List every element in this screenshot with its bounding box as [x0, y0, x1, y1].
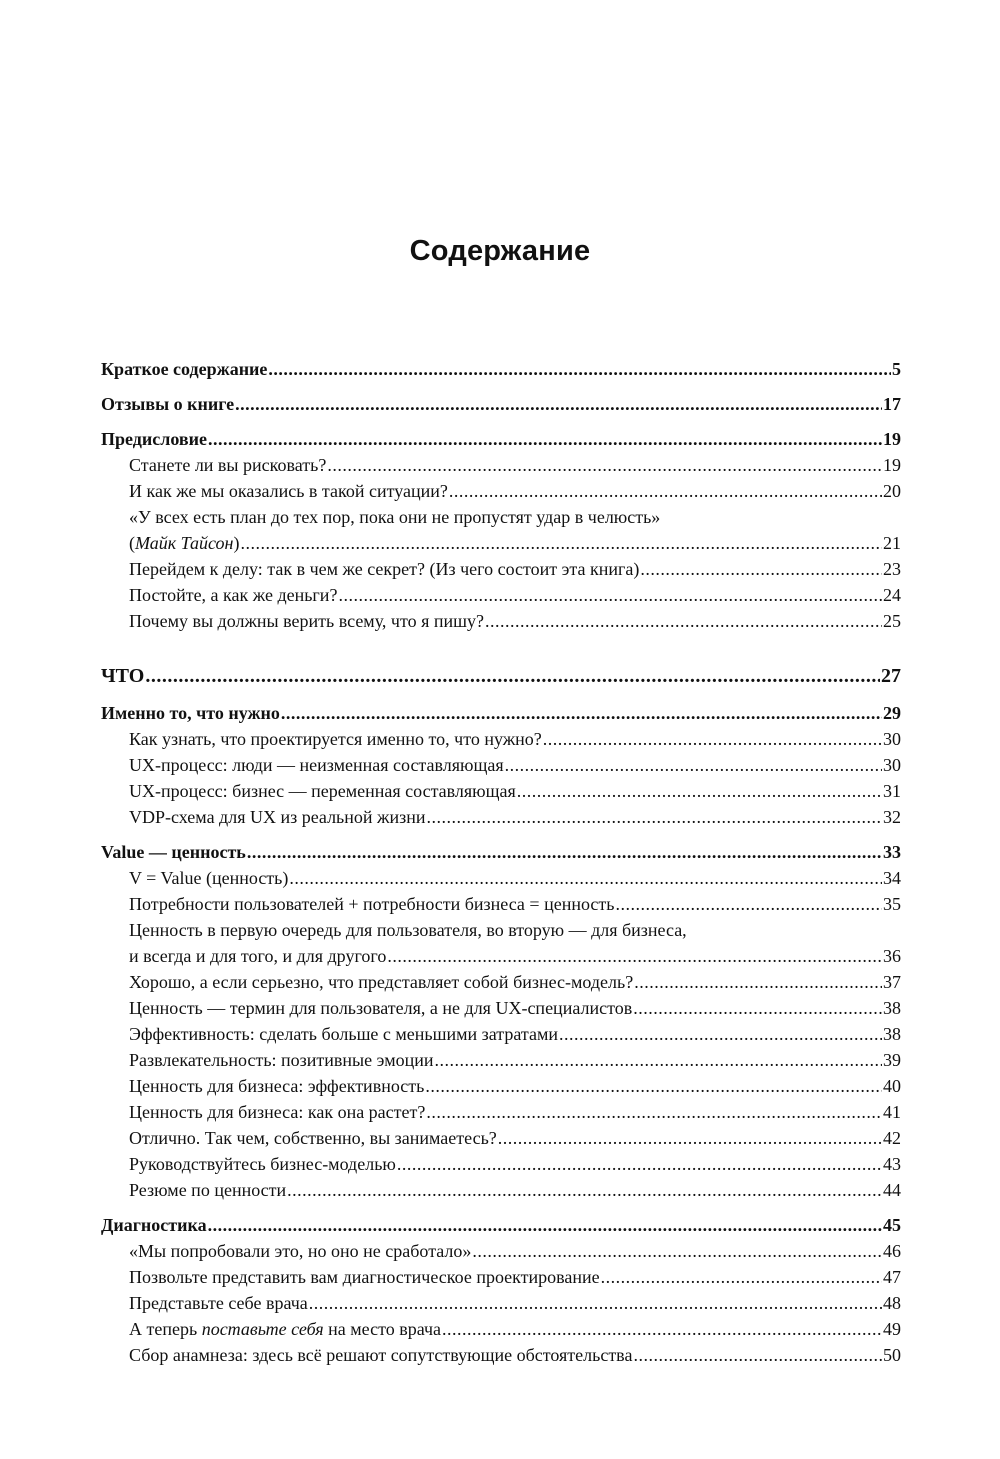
- toc-subentry-page: 38: [883, 998, 901, 1018]
- paren-close: ): [233, 533, 240, 553]
- toc-entry-title: Отзывы о книге: [101, 394, 235, 414]
- toc-subentry[interactable]: [101, 1151, 901, 1177]
- toc-subentry-title-cont: и всегда и для того, и для другого: [129, 946, 387, 966]
- toc-subentry-title: Отлично. Так чем, собственно, вы занимаетесь?: [129, 1128, 497, 1148]
- toc-entry-title: Value — ценность: [101, 842, 246, 862]
- toc-subentry[interactable]: [101, 1290, 901, 1316]
- dot-leader: [543, 726, 882, 752]
- dot-leader: [289, 865, 882, 891]
- dot-leader: [633, 995, 882, 1021]
- toc-entry-page: 45: [883, 1215, 901, 1235]
- toc-part-what: [101, 661, 901, 691]
- toc-subentry[interactable]: [101, 1047, 901, 1073]
- toc-entry-page: 33: [883, 842, 901, 862]
- toc-subentry-title: VDP-схема для UX из реальной жизни: [129, 807, 426, 827]
- toc-entry-title: Предисловие: [101, 429, 207, 449]
- toc-part-entry[interactable]: [101, 661, 901, 691]
- dot-leader: [268, 356, 891, 382]
- toc-entry-title: Именно то, что нужно: [101, 703, 280, 723]
- toc-entry-title: Краткое содержание: [101, 359, 268, 379]
- part-spacer: [101, 643, 901, 661]
- toc-subentry-page: 23: [883, 559, 901, 579]
- toc-subentry-title: Представьте себе врача: [129, 1293, 308, 1313]
- toc-subentry[interactable]: [101, 865, 901, 891]
- toc-subentry-page: 21: [883, 533, 901, 553]
- toc-subentry-page: 19: [883, 455, 901, 475]
- toc-subentry-title: Как узнать, что проектируется именно то, что нужно?: [129, 729, 542, 749]
- title-part-emphasis: поставьте себя: [201, 1319, 324, 1339]
- dot-leader: [615, 891, 882, 917]
- dot-leader: [472, 1238, 882, 1264]
- dot-leader: [485, 608, 882, 634]
- dot-leader: [640, 556, 882, 582]
- toc-subentry-title: Ценность — термин для пользователя, а не для UX-специалистов: [129, 998, 633, 1018]
- toc-subentry[interactable]: [101, 1099, 901, 1125]
- toc-subentry-line1[interactable]: [101, 504, 901, 530]
- toc-subentry-title: Эффективность: сделать больше с меньшими затратами: [129, 1024, 558, 1044]
- dot-leader: [426, 804, 882, 830]
- toc-section-value: [101, 839, 901, 1203]
- toc-subentry-title: Постойте, а как же деньги?: [129, 585, 338, 605]
- toc-section-reviews: [101, 391, 901, 417]
- toc-subentry-line2[interactable]: [101, 943, 901, 969]
- table-of-contents: [101, 356, 901, 1377]
- dot-leader: [601, 1264, 882, 1290]
- dot-leader: [208, 1212, 882, 1238]
- toc-subentry-title: Позвольте представить вам диагностическое проектирование: [129, 1267, 600, 1287]
- toc-subentry-page: 46: [883, 1241, 901, 1261]
- dot-leader: [309, 1290, 882, 1316]
- toc-subentry-title: UX-процесс: бизнес — переменная составляющая: [129, 781, 516, 801]
- toc-subentry[interactable]: [101, 452, 901, 478]
- toc-subentry-page: 50: [883, 1345, 901, 1365]
- toc-subentry[interactable]: [101, 556, 901, 582]
- toc-entry[interactable]: [101, 356, 901, 382]
- toc-subentry-page: 31: [883, 781, 901, 801]
- dot-leader: [425, 1073, 882, 1099]
- toc-subentry[interactable]: [101, 752, 901, 778]
- toc-subentry-title: Перейдем к делу: так в чем же секрет? (Из чего состоит эта книга): [129, 559, 640, 579]
- toc-subentry-page: 37: [883, 972, 901, 992]
- dot-leader: [559, 1021, 882, 1047]
- toc-section-summary: [101, 356, 901, 382]
- toc-entry[interactable]: [101, 1212, 901, 1238]
- dot-leader: [634, 969, 882, 995]
- toc-subentry[interactable]: [101, 969, 901, 995]
- dot-leader: [145, 661, 880, 691]
- dot-leader: [387, 943, 882, 969]
- toc-part-page: 27: [881, 665, 901, 687]
- page-title: Содержание: [409, 235, 591, 267]
- toc-entry-page: 29: [883, 703, 901, 723]
- toc-subentry-page: 20: [883, 481, 901, 501]
- toc-subentry[interactable]: [101, 1125, 901, 1151]
- toc-subentry-title: Хорошо, а если серьезно, что представляет собой бизнес-модель?: [129, 972, 634, 992]
- toc-subentry-title: Ценность для бизнеса: как она растет?: [129, 1102, 426, 1122]
- toc-section-diagnostics: [101, 1212, 901, 1368]
- toc-entry[interactable]: [101, 426, 901, 452]
- dot-leader: [434, 1047, 882, 1073]
- toc-subentry[interactable]: [101, 1264, 901, 1290]
- toc-subentry-page: 49: [883, 1319, 901, 1339]
- paren-open: (: [129, 533, 135, 553]
- toc-subentry-title: [129, 1316, 441, 1342]
- toc-entry-page: 5: [892, 359, 901, 379]
- toc-entry-page: 19: [883, 429, 901, 449]
- dot-leader: [517, 778, 882, 804]
- toc-subentry[interactable]: [101, 778, 901, 804]
- dot-leader: [281, 700, 882, 726]
- dot-leader: [498, 1125, 882, 1151]
- toc-subentry-title: V = Value (ценность): [129, 868, 289, 888]
- toc-subentry[interactable]: [101, 1316, 901, 1342]
- toc-subentry[interactable]: [101, 995, 901, 1021]
- toc-subentry[interactable]: [101, 1238, 901, 1264]
- toc-section-preface: [101, 426, 901, 634]
- toc-subentry[interactable]: [101, 1342, 901, 1368]
- toc-subentry[interactable]: [101, 582, 901, 608]
- toc-subentry[interactable]: [101, 891, 901, 917]
- toc-subentry-page: 34: [883, 868, 901, 888]
- toc-subentry-title: И как же мы оказались в такой ситуации?: [129, 481, 448, 501]
- dot-leader: [633, 1342, 882, 1368]
- toc-subentry-title: Развлекательность: позитивные эмоции: [129, 1050, 434, 1070]
- toc-part-title: ЧТО: [101, 665, 145, 687]
- dot-leader: [397, 1151, 882, 1177]
- quote-author: Майк Тайсон: [135, 533, 234, 553]
- toc-subentry-page: 35: [883, 894, 901, 914]
- toc-subentry-title: «Мы попробовали это, но оно не сработало»: [129, 1241, 472, 1261]
- dot-leader: [287, 1177, 882, 1203]
- toc-subentry-page: 43: [883, 1154, 901, 1174]
- toc-subentry[interactable]: [101, 608, 901, 634]
- toc-subentry-title: Ценность в первую очередь для пользователя, во вторую — для бизнеса,: [129, 920, 687, 940]
- dot-leader: [442, 1316, 882, 1342]
- toc-subentry-title: Ценность для бизнеса: эффективность: [129, 1076, 425, 1096]
- toc-subentry-title: Станете ли вы рисковать?: [129, 455, 327, 475]
- dot-leader: [241, 530, 883, 556]
- toc-subentry-line1[interactable]: [101, 917, 901, 943]
- title-part-post: на место врача: [323, 1319, 442, 1339]
- toc-subentry-page: 41: [883, 1102, 901, 1122]
- toc-entry[interactable]: [101, 839, 901, 865]
- toc-section-exactly-what-needed: [101, 700, 901, 830]
- toc-subentry-page: 36: [883, 946, 901, 966]
- toc-entry[interactable]: [101, 391, 901, 417]
- title-part-pre: А теперь: [129, 1319, 202, 1339]
- dot-leader: [505, 752, 882, 778]
- dot-leader: [235, 391, 882, 417]
- toc-subentry[interactable]: [101, 1021, 901, 1047]
- toc-subentry[interactable]: [101, 726, 901, 752]
- toc-subentry-line2[interactable]: [101, 530, 901, 556]
- toc-subentry-page: 44: [883, 1180, 901, 1200]
- toc-subentry-title: Почему вы должны верить всему, что я пишу?: [129, 611, 484, 631]
- toc-entry[interactable]: [101, 700, 901, 726]
- toc-subentry-page: 48: [883, 1293, 901, 1313]
- toc-subentry-title: Руководствуйтесь бизнес-моделью: [129, 1154, 396, 1174]
- toc-subentry[interactable]: [101, 804, 901, 830]
- toc-subentry-page: 30: [883, 729, 901, 749]
- toc-subentry-title: «У всех есть план до тех пор, пока они не пропустят удар в челюсть»: [129, 507, 661, 527]
- toc-subentry-title: Сбор анамнеза: здесь всё решают сопутствующие обстоятельства: [129, 1345, 633, 1365]
- toc-subentry-page: 39: [883, 1050, 901, 1070]
- dot-leader: [247, 839, 882, 865]
- toc-subentry-title: Потребности пользователей + потребности бизнеса = ценность: [129, 894, 615, 914]
- toc-subentry-page: 40: [883, 1076, 901, 1096]
- toc-subentry-page: 32: [883, 807, 901, 827]
- toc-subentry-page: 24: [883, 585, 901, 605]
- dot-leader: [208, 426, 882, 452]
- toc-subentry[interactable]: [101, 478, 901, 504]
- toc-subentry-title: Резюме по ценности: [129, 1180, 287, 1200]
- dot-leader: [338, 582, 882, 608]
- toc-subentry[interactable]: [101, 1177, 901, 1203]
- toc-subentry-page: 30: [883, 755, 901, 775]
- dot-leader: [327, 452, 882, 478]
- toc-subentry-page: 47: [883, 1267, 901, 1287]
- dot-leader: [426, 1099, 882, 1125]
- toc-subentry[interactable]: [101, 1073, 901, 1099]
- toc-subentry-title-cont: [129, 530, 240, 556]
- toc-subentry-page: 38: [883, 1024, 901, 1044]
- toc-entry-page: 17: [883, 394, 901, 414]
- toc-subentry-page: 25: [883, 611, 901, 631]
- dot-leader: [449, 478, 882, 504]
- toc-subentry-page: 42: [883, 1128, 901, 1148]
- toc-subentry-title: UX-процесс: люди — неизменная составляющая: [129, 755, 504, 775]
- toc-entry-title: Диагностика: [101, 1215, 207, 1235]
